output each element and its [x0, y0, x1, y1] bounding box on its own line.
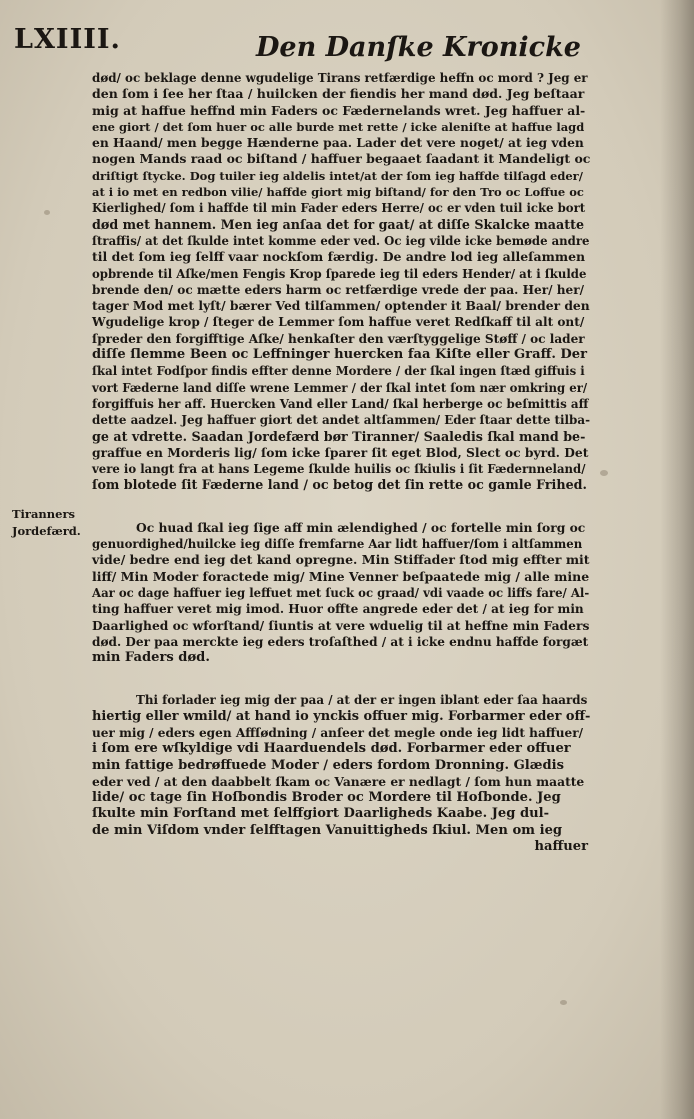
text-line: ſpreder den forgifftige Aſke/ henkaſter den værſtyggelige Støff / oc lader — [92, 331, 585, 346]
paragraph-3 — [92, 692, 591, 839]
text-line: at i io met en redbon vilie/ haffde giort mig biſtand/ for den Tro oc Loffue oc — [92, 185, 584, 200]
page-header — [14, 24, 674, 72]
text-line: min fattige bedrøffuede Moder / eders fordom Dronning. Glædis — [92, 757, 564, 773]
text-line: ge at vdrette. Saadan Jordefærd bør Tiranner/ Saaledis ſkal mand be- — [92, 428, 586, 444]
text-line: ting haffuer veret mig imod. Huor offte angrede eder det / at ieg for min — [92, 602, 584, 617]
text-line: min Faders død. — [92, 650, 210, 666]
text-line: nogen Mands raad oc biſtand / haffuer begaaet ſaadant it Mandeligt oc — [92, 151, 591, 167]
margin-note-2: Jordefærd. — [12, 524, 81, 538]
paper-blemish — [600, 470, 608, 476]
text-line: en Haand/ men begge Hænderne paa. Lader det vere noget/ at ieg vden — [92, 135, 584, 151]
text-line: hiertig eller wmild/ at hand io ynckis offuer mig. Forbarmer eder off- — [92, 708, 591, 724]
text-line: liff/ Min Moder foractede mig/ Mine Venner beſpaatede mig / alle mine — [92, 568, 590, 584]
text-line: til det ſom ieg ſelff vaar nockſom færdig. De andre lod ieg alleſammen — [92, 249, 586, 265]
text-line: de min Viſdom vnder ſelfftagen Vanuittigheds ſkiul. Men om ieg — [92, 822, 563, 838]
text-line: dette aadzel. Jeg haffuer giort det andet altſammen/ Eder ſtaar dette tilba- — [92, 413, 591, 428]
text-line: genuordighed/huilcke ieg diſſe fremfarne Aar lidt haffuer/ſom i altſammen — [92, 537, 583, 552]
body-text — [92, 70, 591, 855]
text-line: ſom blotede ſit Fæderne land / oc betog det ſin rette oc gamle Frihed. — [92, 477, 587, 493]
text-line: Oc huad ſkal ieg ſige aff min ælendighed / oc fortelle min ſorg oc — [136, 519, 586, 535]
paragraph-1 — [92, 70, 591, 494]
text-line: diſſe ſlemme Been oc Leffninger huercken faa Kiſte eller Graff. Der — [92, 347, 588, 363]
text-line: Kierlighed/ ſom i haffde til min Fader eders Herre/ oc er vden tuil icke bort — [92, 201, 586, 216]
text-line: død/ oc beklage denne wgudelige Tirans retfærdige heffn oc mord ? Jeg er — [92, 71, 588, 85]
text-line: opbrende til Aſke/men Fengis Krop ſparede ieg til eders Hender/ at i ſkulde — [92, 266, 587, 281]
text-line: tager Mod met lyſt/ bærer Ved tilſammen/ optender it Baal/ brender den — [92, 298, 590, 314]
text-line: forgiffuis her aff. Huercken Vand eller Land/ ſkal herberge oc beſmittis aff — [92, 396, 589, 411]
text-line: eder ved / at den daabbelt ſkam oc Vanære er nedlagt / ſom hun maatte — [92, 773, 585, 789]
text-line: Aar oc dage haffuer ieg leffuet met ſuck oc graad/ vdi vaade oc liffs fare/ Al- — [92, 585, 590, 600]
text-line: Thi forlader ieg mig der paa / at der er ingen iblant eder ſaa haards — [136, 693, 588, 708]
paragraph-2 — [92, 520, 588, 667]
text-line: Daarlighed oc wforſtand/ ſiuntis at vere wduelig til at heffne min Faders — [92, 617, 590, 633]
text-line: graffue en Morderis lig/ ſom icke ſparer ſit eget Blod, Slect oc byrd. Det — [92, 444, 589, 460]
text-line: i ſom ere wſkyldige vdi Haarduendels død. Forbarmer eder offuer — [92, 741, 571, 757]
text-line: vide/ bedre end ieg det kand opregne. Min Stiffader ſtod mig effter mit — [92, 552, 590, 568]
text-line: vere io langt fra at hans Legeme ſkulde huilis oc ſkiulis i ſit Fædernneland/ — [92, 462, 586, 477]
text-line: vort Fæderne land diſſe wrene Lemmer / der ſkal intet ſom nær omkring er/ — [92, 380, 588, 395]
paragraph-spacer — [92, 494, 588, 520]
paragraph-spacer — [92, 666, 588, 692]
paper-blemish — [560, 1000, 567, 1005]
text-line: den ſom i ſee her ſtaa / huilcken der fiendis her mand død. Jeg beſtaar — [92, 86, 585, 102]
text-line: død. Der paa merckte ieg eders troſaſthed / at i icke endnu haffde forgæt — [92, 634, 589, 649]
folio-number: LXIIII. — [14, 24, 121, 55]
text-line: Wgudelige krop / ſteger de Lemmer ſom haffue veret Redſkaff til alt ont/ — [92, 315, 585, 330]
text-line: ſkal intet Fodſpor findis effter denne Mordere / der ſkal ingen ſtæd giffuis i — [92, 364, 585, 379]
text-line: lide/ oc tage ſin Hoſbondis Broder oc Mordere til Hoſbonde. Jeg — [92, 790, 561, 806]
running-title: Den Danſke Kronicke — [256, 32, 581, 63]
text-line: død met hannem. Men ieg anſaa det for gaat/ at diſſe Skalcke maatte — [92, 216, 585, 232]
text-line: mig at haffue heffnd min Faders oc Fædernelands wret. Jeg haffuer al- — [92, 102, 586, 118]
text-line: uer mig / eders egen Affſødning / anſeer det megle onde ieg lidt haffuer/ — [92, 725, 583, 740]
text-line: brende den/ oc mætte eders harm oc retfærdige vrede der paa. Her/ her/ — [92, 282, 584, 297]
paper-blemish — [44, 210, 50, 215]
margin-note-1: Tiranners — [12, 507, 76, 521]
text-line: ſkulte min Forſtand met ſelffgiort Daarligheds Kaabe. Jeg dul- — [92, 806, 550, 822]
page-edge-shadow — [660, 0, 694, 1119]
text-line: driſtigt ſtycke. Dog tuiler ieg aldelis intet/at der ſom ieg haffde tilſagd eder/ — [92, 168, 583, 183]
text-line: ſtraffis/ at det ſkulde intet komme eder ved. Oc ieg vilde icke bemøde andre — [92, 233, 590, 248]
text-line: ene giort / det ſom huer oc alle burde met rette / icke aleniſte at haffue lagd — [92, 119, 585, 134]
catchword: haffuer — [534, 839, 588, 855]
